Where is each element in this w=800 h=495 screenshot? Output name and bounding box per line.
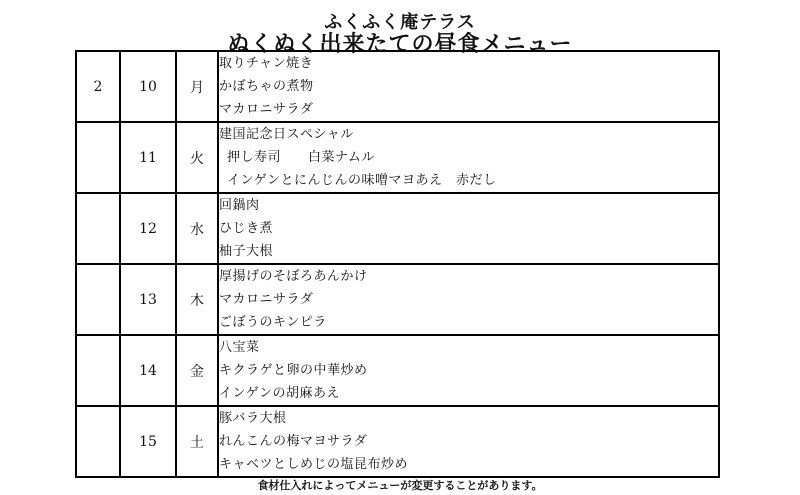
weekday: 金 bbox=[176, 335, 218, 406]
dish-item: インゲンの胡麻あえ bbox=[219, 386, 340, 401]
month-cell-empty bbox=[76, 406, 120, 477]
day-number: 10 bbox=[120, 51, 176, 122]
menu-row-day-11 bbox=[76, 122, 719, 193]
menu-row-day-10 bbox=[76, 51, 719, 122]
dish-item: マカロニサラダ bbox=[219, 292, 314, 307]
weekday: 月 bbox=[176, 51, 218, 122]
day-number: 13 bbox=[120, 264, 176, 335]
menu-row-day-15 bbox=[76, 406, 719, 477]
dish-item: マカロニサラダ bbox=[219, 102, 314, 117]
day-number: 14 bbox=[120, 335, 176, 406]
dishes-cell bbox=[218, 193, 719, 264]
weekday: 火 bbox=[176, 122, 218, 193]
month-cell-empty bbox=[76, 193, 120, 264]
menu-row-day-12 bbox=[76, 193, 719, 264]
page-title: ぬくぬく出来たての昼食メニュー bbox=[227, 32, 573, 57]
month-cell: 2 bbox=[76, 51, 120, 122]
dish-item: インゲンとにんじんの味噌マヨあえ 赤だし bbox=[227, 173, 497, 188]
day-number: 11 bbox=[120, 122, 176, 193]
dish-item: 回鍋肉 bbox=[219, 198, 260, 213]
dish-item: 厚揚げのそぼろあんかけ bbox=[219, 269, 368, 284]
menu-row-day-14 bbox=[76, 335, 719, 406]
restaurant-name: ふくふく庵テラス bbox=[324, 12, 476, 33]
menu-row-day-13 bbox=[76, 264, 719, 335]
month-cell-empty bbox=[76, 335, 120, 406]
dishes-cell bbox=[218, 51, 719, 122]
dish-item: 建国記念日スペシャル bbox=[219, 127, 354, 142]
dish-item: ひじき煮 bbox=[219, 221, 274, 236]
dish-item: 柚子大根 bbox=[219, 244, 274, 259]
dish-item: かぼちゃの煮物 bbox=[219, 79, 314, 94]
day-number: 12 bbox=[120, 193, 176, 264]
month-cell-empty bbox=[76, 264, 120, 335]
dish-item: 八宝菜 bbox=[219, 340, 260, 355]
lunch-menu-table bbox=[75, 50, 720, 478]
dish-item: 豚バラ大根 bbox=[219, 411, 287, 426]
weekday: 水 bbox=[176, 193, 218, 264]
dish-item: 取りチャン焼き bbox=[219, 56, 314, 71]
weekday: 木 bbox=[176, 264, 218, 335]
day-number: 15 bbox=[120, 406, 176, 477]
dishes-cell bbox=[218, 122, 719, 193]
dish-item: ごぼうのキンピラ bbox=[219, 315, 327, 330]
dish-item: キャベツとしめじの塩昆布炒め bbox=[219, 457, 409, 472]
menu-change-notice: 食材仕入れによってメニューが変更することがあります。 bbox=[257, 479, 543, 492]
dishes-cell bbox=[218, 264, 719, 335]
weekday: 土 bbox=[176, 406, 218, 477]
dish-item: キクラゲと卵の中華炒め bbox=[219, 363, 368, 378]
dishes-cell bbox=[218, 406, 719, 477]
dishes-cell bbox=[218, 335, 719, 406]
dish-item: れんこんの梅マヨサラダ bbox=[219, 434, 368, 449]
dish-item: 押し寿司 白菜ナムル bbox=[227, 150, 375, 165]
month-cell-empty bbox=[76, 122, 120, 193]
